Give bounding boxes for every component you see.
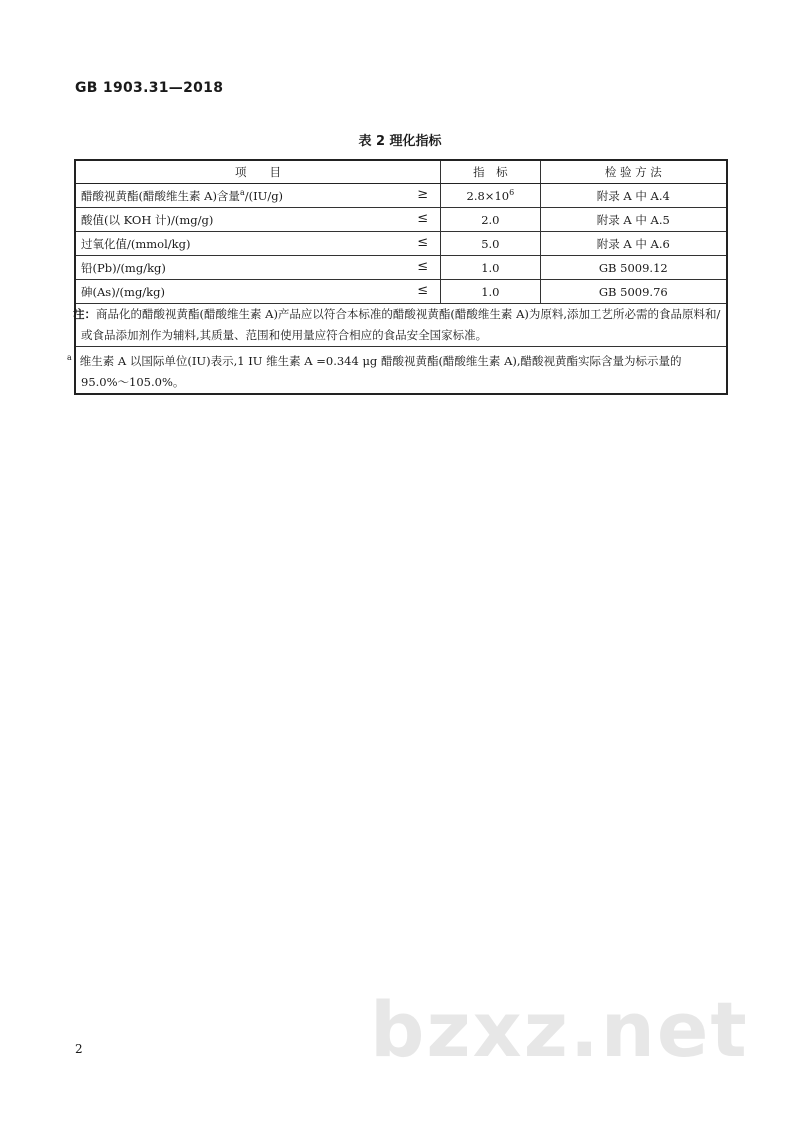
table-header-row — [75, 160, 727, 184]
requirement-cell: 1.0 — [441, 256, 541, 280]
comparison-symbol: ≤ — [417, 259, 429, 274]
specification-table — [67, 159, 728, 395]
footnote-cell — [67, 347, 727, 394]
table-title: 表 2 理化指标 — [358, 134, 442, 149]
item-label: 过氧化值/(mmol/kg) — [81, 236, 191, 251]
requirement-cell: 5.0 — [441, 232, 541, 256]
footnote-text: 维生素 A 以国际单位(IU)表示,1 IU 维生素 A =0.344 μg 醋酸视黄酯(醋酸维生素 A),醋酸视黄酯实际含量为标示量的 95.0%～105.0%。 — [79, 353, 682, 389]
requirement-cell — [441, 184, 541, 208]
table-row — [75, 256, 727, 280]
method-cell: GB 5009.76 — [540, 280, 727, 304]
method-cell: 附录 A 中 A.5 — [540, 208, 727, 232]
comparison-symbol: ≥ — [417, 187, 429, 202]
column-header-item: 项 目 — [75, 160, 441, 184]
comparison-symbol: ≤ — [417, 283, 429, 298]
table-row — [75, 280, 727, 304]
row-item-cell — [75, 256, 441, 280]
item-label: 铅(Pb)/(mg/kg) — [81, 260, 166, 275]
item-label: 砷(As)/(mg/kg) — [81, 284, 165, 299]
requirement-exponent: 6 — [509, 188, 515, 198]
footnote-row — [75, 347, 727, 394]
table-row — [75, 184, 727, 208]
watermark-text: bzxz.net — [370, 985, 749, 1074]
note-row — [75, 304, 727, 347]
table-row — [75, 208, 727, 232]
requirement-value: 2.8×10 — [466, 188, 510, 203]
item-label: 酸值(以 KOH 计)/(mg/g) — [81, 212, 214, 227]
item-footnote-mark: a — [239, 187, 245, 197]
item-unit: /(IU/g) — [244, 188, 284, 203]
method-cell: GB 5009.12 — [540, 256, 727, 280]
column-header-method: 检 验 方 法 — [540, 160, 727, 184]
page-number: 2 — [75, 1042, 83, 1056]
standard-code: GB 1903.31—2018 — [75, 80, 224, 96]
row-item-cell — [75, 184, 441, 208]
note-text: 商品化的醋酸视黄酯(醋酸维生素 A)产品应以符合本标准的醋酸视黄酯(醋酸维生素 A)为原料,添加工艺所必需的食品原料和/或食品添加剂作为辅料,其质量、范围和使用量应符合相应的食品安全国家标准。 — [81, 307, 721, 342]
column-header-requirement: 指 标 — [441, 160, 541, 184]
requirement-cell: 2.0 — [441, 208, 541, 232]
row-item-cell — [75, 232, 441, 256]
note-label: 注： — [73, 307, 96, 321]
comparison-symbol: ≤ — [417, 211, 429, 226]
note-cell — [75, 304, 727, 347]
row-item-cell — [75, 280, 441, 304]
method-cell: 附录 A 中 A.6 — [540, 232, 727, 256]
item-label: 醋酸视黄酯(醋酸维生素 A)含量 — [81, 188, 240, 203]
requirement-cell: 1.0 — [441, 280, 541, 304]
comparison-symbol: ≤ — [417, 235, 429, 250]
table-row — [75, 232, 727, 256]
row-item-cell — [75, 208, 441, 232]
footnote-mark: a — [67, 353, 72, 362]
method-cell: 附录 A 中 A.4 — [540, 184, 727, 208]
